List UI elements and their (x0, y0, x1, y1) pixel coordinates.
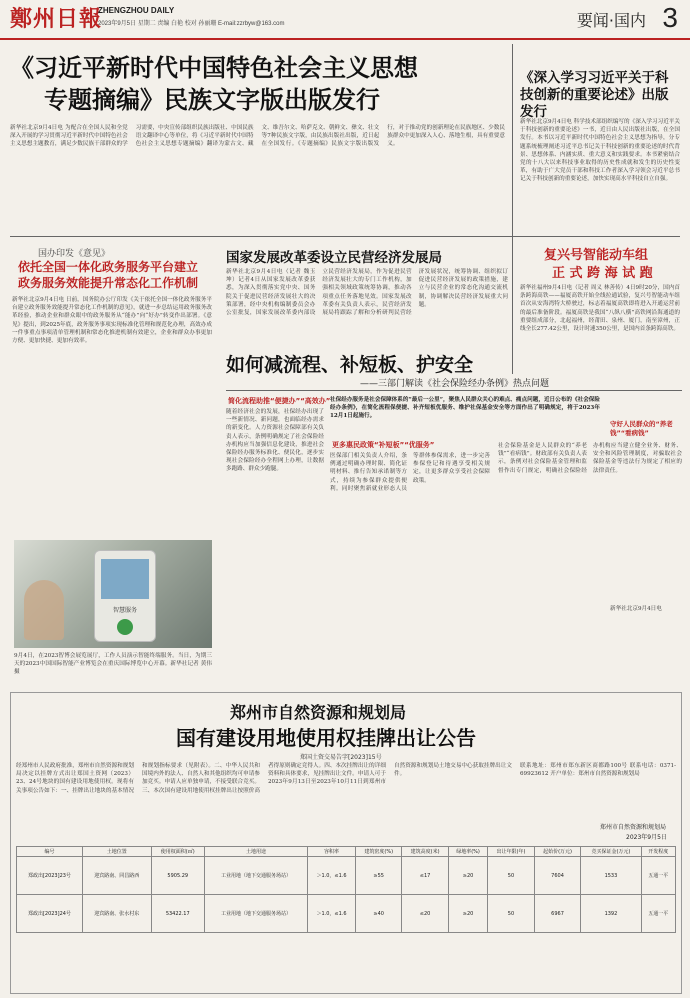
table-cell: 7604 (534, 857, 581, 895)
table-cell: 郑政出[2023]24号 (17, 895, 83, 933)
table-cell: 50 (488, 857, 535, 895)
policy-kicker: 国办印发《意见》 (38, 249, 111, 259)
reform-body: 新华社北京9月4日电（记者 魏玉坤）记者4日从国家发展改革委获悉，为深入贯彻落实党中央、国务院关于促进民营经济发展壮大的决策部署，经中央机构编制委员会办公室批复，国家发展改革委内部设立民营经济发展局，作为促进民营经济发展壮大的专门工作机构，加强相关领域政策统筹协调，推动各项重点任务落地见效。国家发展改革委有关负责人表示，民营经济发展局将跟踪了解和分析研判民营经济发展状况，统筹协调、组织拟订促进民营经济发展的政策措施，建立与民营企业的常态化沟通交流机制，协调解决民营经济发展重大问题。 (226, 269, 508, 317)
table-cell: 迎宾路南、同昌路西 (82, 857, 151, 895)
notice-date: 2023年9月5日 (626, 834, 667, 841)
table-header: 使用权面积(㎡) (151, 847, 204, 857)
table-cell: 工业用地（地下交通服务场站） (204, 895, 307, 933)
table-header: 容积率 (307, 847, 355, 857)
notice-body: 经郑州市人民政府批准，郑州市自然资源和规划局决定以挂牌方式出让郑国土资网（2023）23、24号地块的国有建设用地使用权。现将有关事项公告如下：一、挂牌出让地块的基本情况和规划指标要求（见附表）。二、中华人民共和国境内外的法人、自然人和其他组织均可申请参加竞买。申请人应单独申请，不接受联合竞买。三、本次国有建设用地使用权挂牌出让按照价高者得原则确定竞得人。四、本次挂牌出让的详细资料和具体要求，见挂牌出让文件。申请人可于2023年9月13日至2023年10月11日到郑州市自然资源和规划局土地交易中心获取挂牌出让文件。 (16, 763, 512, 794)
photo-caption: 9月4日，在2023智博会展览展厅，工作人员演示智能终端服务。当日，为期三天的2023中国国际智能产业博览会在重庆国际博览中心开幕。新华社记者 黄伟摄 (14, 653, 212, 676)
table-cell: 50 (488, 895, 535, 933)
side-top-headline: 《深入学习习近平关于科技创新的重要论述》出版发行 (520, 70, 669, 120)
table-cell: 6967 (534, 895, 581, 933)
table-cell: ≥20 (448, 895, 487, 933)
lead-body: 新华社北京9月4日电 为配合在全国人民和全党深入开展的学习贯彻习近平新时代中国特色社会主义思想主题教育，满足少数民族干部群众的学习需要，中央宣传部组织民族出版社、中国民族语文翻译中心等单位，将《习近平新时代中国特色社会主义思想专题摘编》翻译为蒙古文、藏文、维吾尔文、哈萨克文、朝鲜文、彝文、壮文等7种民族文字版，由民族出版社出版，近日起在全国发行。《专题摘编》民族文字版出版发行，对于推动党的创新理论在民族地区、少数民族群众中更加深入人心、落地生根，具有重要意义。 (10, 125, 505, 148)
table-header: 起始价(万元) (534, 847, 581, 857)
table-cell: 迎宾路南、张水村东 (82, 895, 151, 933)
train-headline-line2: 正 式 跨 海 试 跑 (552, 266, 653, 281)
land-table (16, 846, 676, 933)
table-cell: 五通一平 (641, 857, 675, 895)
train-headline-line1: 复兴号智能动车组 (544, 248, 649, 263)
masthead (0, 0, 690, 40)
lead-headline-line1: 《习近平新时代中国特色社会主义思想 (10, 54, 418, 82)
table-header: 建筑高度(米) (402, 847, 449, 857)
terminal-device (94, 550, 156, 642)
feature-body1: 随着经济社会的发展，社保经办出现了一些新情况、新问题，也面临经办需求的新变化。人力资源社会保障部有关负责人表示，条例明确规定了社会保险经办机构应当加强信息化建设，推进社会保险经办服务标准化、便民化，逐步实现社会保险经办全程网上办理，让数据多跑路、群众少跑腿。 (226, 409, 324, 473)
feature-rule (226, 390, 682, 391)
table-header: 绿地率(%) (448, 847, 487, 857)
feature-headline: 如何减流程、补短板、护安全 (226, 354, 474, 376)
table-header: 土地用途 (204, 847, 307, 857)
table-header: 开发程度 (641, 847, 675, 857)
table-cell: 53422.17 (151, 895, 204, 933)
feature-sub1: 简化流程助推“便捷办”“高效办” (228, 397, 331, 405)
table-row (17, 895, 676, 933)
table-cell: 五通一平 (641, 895, 675, 933)
table-cell: 郑政出[2023]23号 (17, 857, 83, 895)
device-label: 智慧服务 (112, 607, 137, 614)
table-cell: 5905.29 (151, 857, 204, 895)
policy-body: 新华社北京9月4日电 日前，国务院办公厅印发《关于依托全国一体化政务服务平台建立政务服务效能提升常态化工作机制的意见》，就进一步总结运用政务服务改革经验，推动企业和群众眼中的政务服务从“能办”向“好办”转变作出部署。《意见》提出，到2025年底，政务服务事项实现标准化管理和规范化办理，高效办成一件事重点事项清单管理机制和常态化推进机制有效建立，企业和群众办事更加方便、更加快捷、更加有效率。 (12, 297, 212, 345)
reform-headline: 国家发展改革委设立民营经济发展局 (226, 250, 442, 266)
section-title: 要闻·国内 (576, 11, 646, 30)
notice-number: 郑国土资交易告字[2023]15号 (300, 754, 382, 761)
feature-body3: 社会保险基金是人民群众的“养老钱”“看病钱”。财政部有关负责人表示，条例对社会保险基金管理和监督作出专门规定，明确社会保险经办机构应当建立健全业务、财务、安全和风险管理制度，对骗取社会保险基金等违法行为规定了相应的法律责任。 (498, 443, 682, 474)
feature-intro: 社保经办服务是社会保障体系的“最后一公里”，聚焦人民群众关心的难点、痛点问题，近日公布的《社会保险经办条例》，在简化流程保便捷、补齐短板优服务、维护社保基金安全等方面作出了明确规定，将于2023年12月1日起施行。 (330, 397, 600, 420)
table-header: 土地位置 (82, 847, 151, 857)
news-photo (14, 540, 212, 648)
newspaper-logo: 鄭州日報 (10, 6, 103, 32)
notice-contact: 联系地址：郑州市郑东新区商都路100号 联系电话：0371-69923612 开户单位：郑州市自然资源和规划局 (520, 763, 676, 778)
device-screen (101, 559, 149, 599)
table-cell: ≤20 (402, 895, 449, 933)
table-row (17, 857, 676, 895)
policy-headline-line2: 政务服务效能提升常态化工作机制 (18, 276, 199, 290)
notice-heading-line2: 国有建设用地使用权挂牌出让公告 (176, 726, 476, 750)
table-cell: 工业用地（地下交通服务场站） (204, 857, 307, 895)
feature-sub3: 守好人民群众的“养老钱”“看病钱” (610, 420, 673, 437)
table-header: 出让年限(年) (488, 847, 535, 857)
notice-heading-line1: 郑州市自然资源和规划局 (230, 703, 407, 722)
policy-headline-line1: 依托全国一体化政务服务平台建立 (18, 260, 199, 274)
table-cell: ≥20 (448, 857, 487, 895)
feature-date-line: 新华社北京9月4日电 (610, 606, 662, 612)
train-body: 新华社福州9月4日电（记者 周义 林善传）4日9时20分，国内首条跨海高铁——福厦高铁开始全线拉通试验，复兴号智能动车组首次从安海湾特大桥驶过，标志着福厦高铁即将进入开通运营前的最后准备阶段。福厦高铁是我国“八纵八横”高铁网沿海通道的重要组成部分，北起福州，经莆田、泉州、厦门，南至漳州，正线全长277.42公里，设计时速350公里，是国内首条跨海高铁。 (520, 285, 680, 333)
table-cell: ＞1.0，≤1.6 (307, 857, 355, 895)
table-header: 竞买保证金(万元) (581, 847, 641, 857)
column-divider (512, 44, 513, 374)
english-name: ZHENGZHOU DAILY (98, 6, 175, 15)
side-top-body: 新华社北京9月4日电 科学技术部组织编写的《深入学习习近平关于科技创新的重要论述》一书，近日由人民出版社出版，在全国发行。本书以习近平新时代中国特色社会主义思想为指导，分专题系统梳理阐述习近平总书记关于科技创新的重要论述的时代背景、思想体系、内涵实质、重大意义和实践要求。本书紧密结合党的十八大以来科技事业取得的历史性成就和发生的历史性变革，有助于广大党员干部和科技工作者深入学习领会习近平总书记关于科技创新的重要论述，加快实现高水平科技自立自强。 (520, 119, 680, 183)
table-header-row (17, 847, 676, 857)
horizontal-rule (10, 236, 680, 237)
table-cell: 1392 (581, 895, 641, 933)
issue-line: 2023年9月5日 星期二 责编 白艳 校对 孙丽珊 E-mail:zzrbyw@163.com (98, 21, 285, 27)
table-cell: ＞1.0，≤1.6 (307, 895, 355, 933)
table-cell: ≥55 (356, 857, 402, 895)
page-number: 3 (662, 2, 678, 33)
table-cell: ≤17 (402, 857, 449, 895)
table-cell: 1533 (581, 857, 641, 895)
feature-body2: 医保部门相关负责人介绍，条例通过明确办理时限、简化证明材料、推行告知承诺制等方式，持续为参保群众提供便利。同时聚焦新就业形态人员等群体参保需求，进一步完善参保登记和待遇享受相关规定，让更多群众享受社会保障政策。 (330, 453, 490, 492)
notice-issuer: 郑州市自然资源和规划局 (600, 824, 667, 831)
feature-subhead: ——三部门解读《社会保险经办条例》热点问题 (360, 379, 550, 389)
lead-headline-line2: 专题摘编》民族文字版出版发行 (44, 86, 380, 114)
table-cell: ≥40 (356, 895, 402, 933)
table-header: 编号 (17, 847, 83, 857)
table-header: 建筑密度(%) (356, 847, 402, 857)
hand-silhouette (24, 580, 64, 640)
feature-sub2: 更多惠民政策“补短板”“优服务” (332, 441, 435, 449)
device-button (117, 619, 133, 635)
